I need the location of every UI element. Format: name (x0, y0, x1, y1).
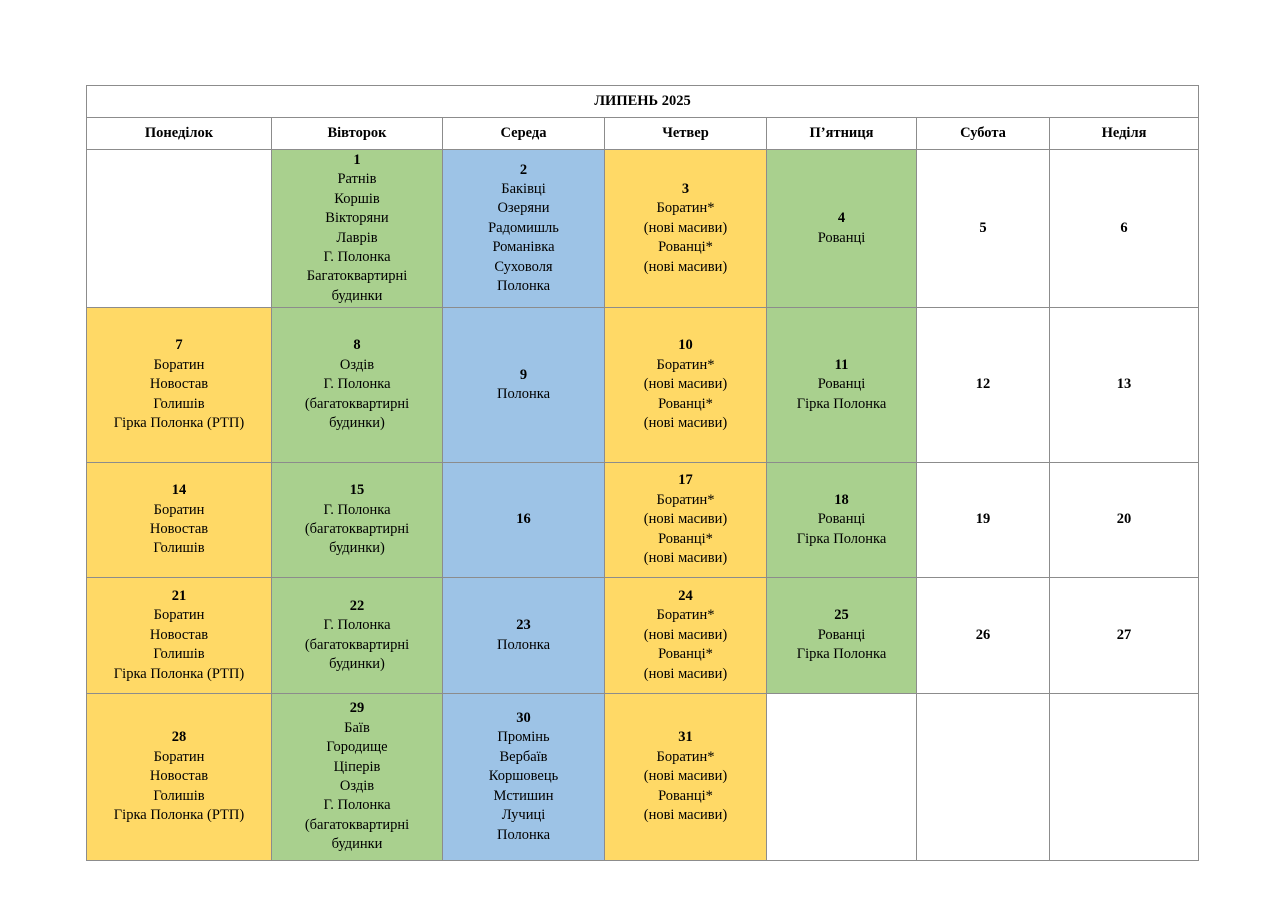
day-cell (605, 150, 767, 308)
location-label: Рованці (817, 511, 866, 528)
location-label: Ціперів (333, 758, 381, 775)
location-label: Полонка (496, 636, 551, 653)
location-label: Коршовець (488, 768, 559, 785)
day-cell (272, 578, 443, 694)
location-label: Голишів (153, 540, 205, 557)
location-label: Оздів (339, 356, 375, 373)
location-label: Голишів (153, 395, 205, 412)
location-label: (багатоквартирні (304, 521, 410, 537)
day-number: 11 (834, 356, 849, 373)
location-label: Вікторяни (325, 210, 389, 227)
location-label: (нові масиви) (643, 550, 728, 567)
location-label: Оздів (339, 778, 375, 794)
location-label: Боратин* (656, 607, 715, 624)
day-number: 18 (834, 491, 849, 508)
location-label: Новостав (149, 626, 209, 643)
location-label: будинки (331, 287, 383, 304)
location-label: Лаврів (336, 229, 378, 246)
day-number: 10 (678, 337, 693, 354)
day-cell (605, 463, 767, 578)
location-label: Коршів (334, 190, 380, 207)
location-label: (багатоквартирні (304, 636, 410, 653)
location-label: Гірка Полонка (796, 530, 887, 547)
location-label: Боратин (153, 356, 205, 373)
location-label: будинки) (329, 415, 385, 432)
day-cell (1050, 578, 1199, 694)
weekday-header: Четвер (605, 118, 767, 150)
day-cell (917, 463, 1050, 578)
day-cell (87, 150, 272, 308)
location-label: Промінь (497, 729, 550, 746)
day-cell (917, 150, 1050, 308)
day-cell (767, 150, 917, 308)
location-label: Гірка Полонка (РТП) (113, 665, 245, 682)
weekday-header: Вівторок (272, 118, 443, 150)
location-label: Баківці (501, 180, 546, 197)
location-label: Новостав (149, 521, 209, 537)
location-label: Новостав (149, 376, 209, 393)
day-cell (917, 578, 1050, 694)
day-cell (272, 694, 443, 861)
day-number: 17 (678, 472, 693, 489)
day-number: 2 (519, 161, 528, 178)
location-label: Боратин* (656, 356, 715, 373)
day-number: 9 (519, 366, 528, 383)
location-label: (нові масиви) (643, 258, 728, 275)
location-label: Голишів (153, 787, 205, 804)
location-label: Озеряни (497, 200, 550, 217)
day-number: 31 (678, 729, 693, 746)
location-label: Рованці* (658, 787, 713, 804)
location-label: Голишів (153, 646, 205, 663)
location-label: Г. Полонка (323, 617, 391, 634)
location-label: Мстишин (493, 787, 554, 804)
day-number: 5 (979, 219, 987, 236)
day-cell (605, 578, 767, 694)
day-number: 21 (171, 587, 187, 604)
day-number: 6 (1120, 219, 1128, 236)
location-label: Романівка (492, 239, 555, 256)
location-label: Гірка Полонка (РТП) (113, 807, 245, 824)
day-cell (1050, 463, 1199, 578)
location-label: будинки) (329, 655, 385, 672)
day-cell (1050, 308, 1199, 463)
day-cell (443, 578, 605, 694)
day-cell (917, 308, 1050, 463)
location-label: Новостав (149, 768, 209, 785)
week-row (87, 463, 1199, 578)
day-number: 19 (975, 511, 991, 528)
location-label: Гірка Полонка (796, 395, 887, 412)
day-cell (767, 308, 917, 463)
location-label: Гірка Полонка (РТП) (113, 415, 245, 432)
day-number: 24 (678, 587, 693, 604)
location-label: (нові масиви) (643, 511, 728, 528)
day-cell (272, 463, 443, 578)
day-number: 25 (834, 607, 849, 624)
location-label: Боратин* (656, 491, 715, 508)
day-cell (443, 463, 605, 578)
weekday-header: Неділя (1050, 118, 1199, 150)
day-number: 27 (1116, 626, 1132, 643)
week-row (87, 308, 1199, 463)
location-label: Боратин (153, 748, 205, 765)
day-number: 1 (353, 151, 361, 168)
day-cell (1050, 150, 1199, 308)
location-label: Ратнів (337, 171, 377, 188)
calendar-body (87, 150, 1199, 861)
day-number: 22 (349, 597, 365, 614)
week-row (87, 578, 1199, 694)
day-number: 23 (516, 617, 531, 634)
day-cell (605, 308, 767, 463)
location-label: Полонка (496, 386, 551, 402)
location-label: Гірка Полонка (796, 646, 887, 663)
day-number: 29 (349, 700, 365, 717)
location-label: Полонка (496, 826, 551, 843)
location-label: Г. Полонка (323, 376, 391, 393)
location-label: Боратин (153, 501, 205, 518)
day-number: 16 (516, 511, 531, 528)
location-label: Боратин* (656, 748, 715, 765)
location-label: Радомишль (488, 219, 559, 236)
location-label: Г. Полонка (323, 501, 391, 518)
location-label: Боратин (153, 607, 205, 624)
location-label: Городище (326, 739, 388, 756)
day-cell (443, 308, 605, 463)
location-label: (нові масиви) (643, 219, 728, 236)
day-number: 3 (681, 180, 690, 197)
location-label: (нові масиви) (643, 665, 728, 682)
week-row (87, 150, 1199, 308)
day-cell (917, 694, 1050, 861)
day-cell (272, 150, 443, 308)
location-label: Лучиці (501, 807, 546, 824)
day-number: 13 (1116, 376, 1132, 393)
location-label: Рованці* (658, 239, 713, 256)
day-cell (87, 694, 272, 861)
day-cell (87, 308, 272, 463)
location-label: Баїв (344, 719, 370, 736)
day-number: 8 (353, 337, 361, 354)
location-label: Боратин* (656, 200, 715, 217)
location-label: Багатоквартирні (306, 268, 408, 285)
day-number: 20 (1116, 511, 1132, 528)
location-label: Вербаїв (499, 748, 548, 765)
weekday-header: Середа (443, 118, 605, 150)
location-label: (нові масиви) (643, 415, 728, 432)
day-number: 12 (975, 376, 991, 393)
month-title: ЛИПЕНЬ 2025 (87, 86, 1199, 118)
location-label: Рованці (817, 229, 866, 246)
location-label: Рованці* (658, 395, 713, 412)
weekday-header: Субота (917, 118, 1050, 150)
day-cell (767, 694, 917, 861)
day-cell (1050, 694, 1199, 861)
schedule-table (86, 85, 1199, 861)
location-label: Рованці (817, 376, 866, 393)
day-cell (272, 308, 443, 463)
day-number: 14 (171, 482, 187, 499)
location-label: Г. Полонка (323, 797, 391, 814)
location-label: будинки (331, 836, 383, 853)
day-cell (87, 578, 272, 694)
weekday-header: П’ятниця (767, 118, 917, 150)
location-label: Г. Полонка (323, 248, 391, 265)
weekday-header: Понеділок (87, 118, 272, 150)
location-label: Суховоля (494, 258, 553, 275)
day-cell (767, 463, 917, 578)
day-cell (605, 694, 767, 861)
day-number: 4 (837, 210, 846, 227)
day-number: 15 (349, 482, 365, 499)
day-cell (767, 578, 917, 694)
location-label: Рованці* (658, 530, 713, 547)
day-cell (443, 694, 605, 861)
location-label: (багатоквартирні (304, 816, 410, 833)
location-label: (багатоквартирні (304, 395, 410, 412)
day-cell (443, 150, 605, 308)
day-number: 26 (975, 626, 991, 643)
day-number: 28 (171, 729, 187, 746)
day-number: 30 (516, 710, 531, 727)
location-label: (нові масиви) (643, 626, 728, 643)
location-label: Рованці (817, 626, 866, 643)
location-label: Рованці* (658, 646, 713, 663)
location-label: Полонка (496, 278, 551, 295)
location-label: будинки) (329, 540, 385, 557)
location-label: (нові масиви) (643, 807, 728, 824)
day-number: 7 (175, 337, 183, 354)
location-label: (нові масиви) (643, 768, 728, 785)
weekday-header-row (87, 118, 1199, 150)
day-cell (87, 463, 272, 578)
week-row (87, 694, 1199, 861)
location-label: (нові масиви) (643, 376, 728, 393)
